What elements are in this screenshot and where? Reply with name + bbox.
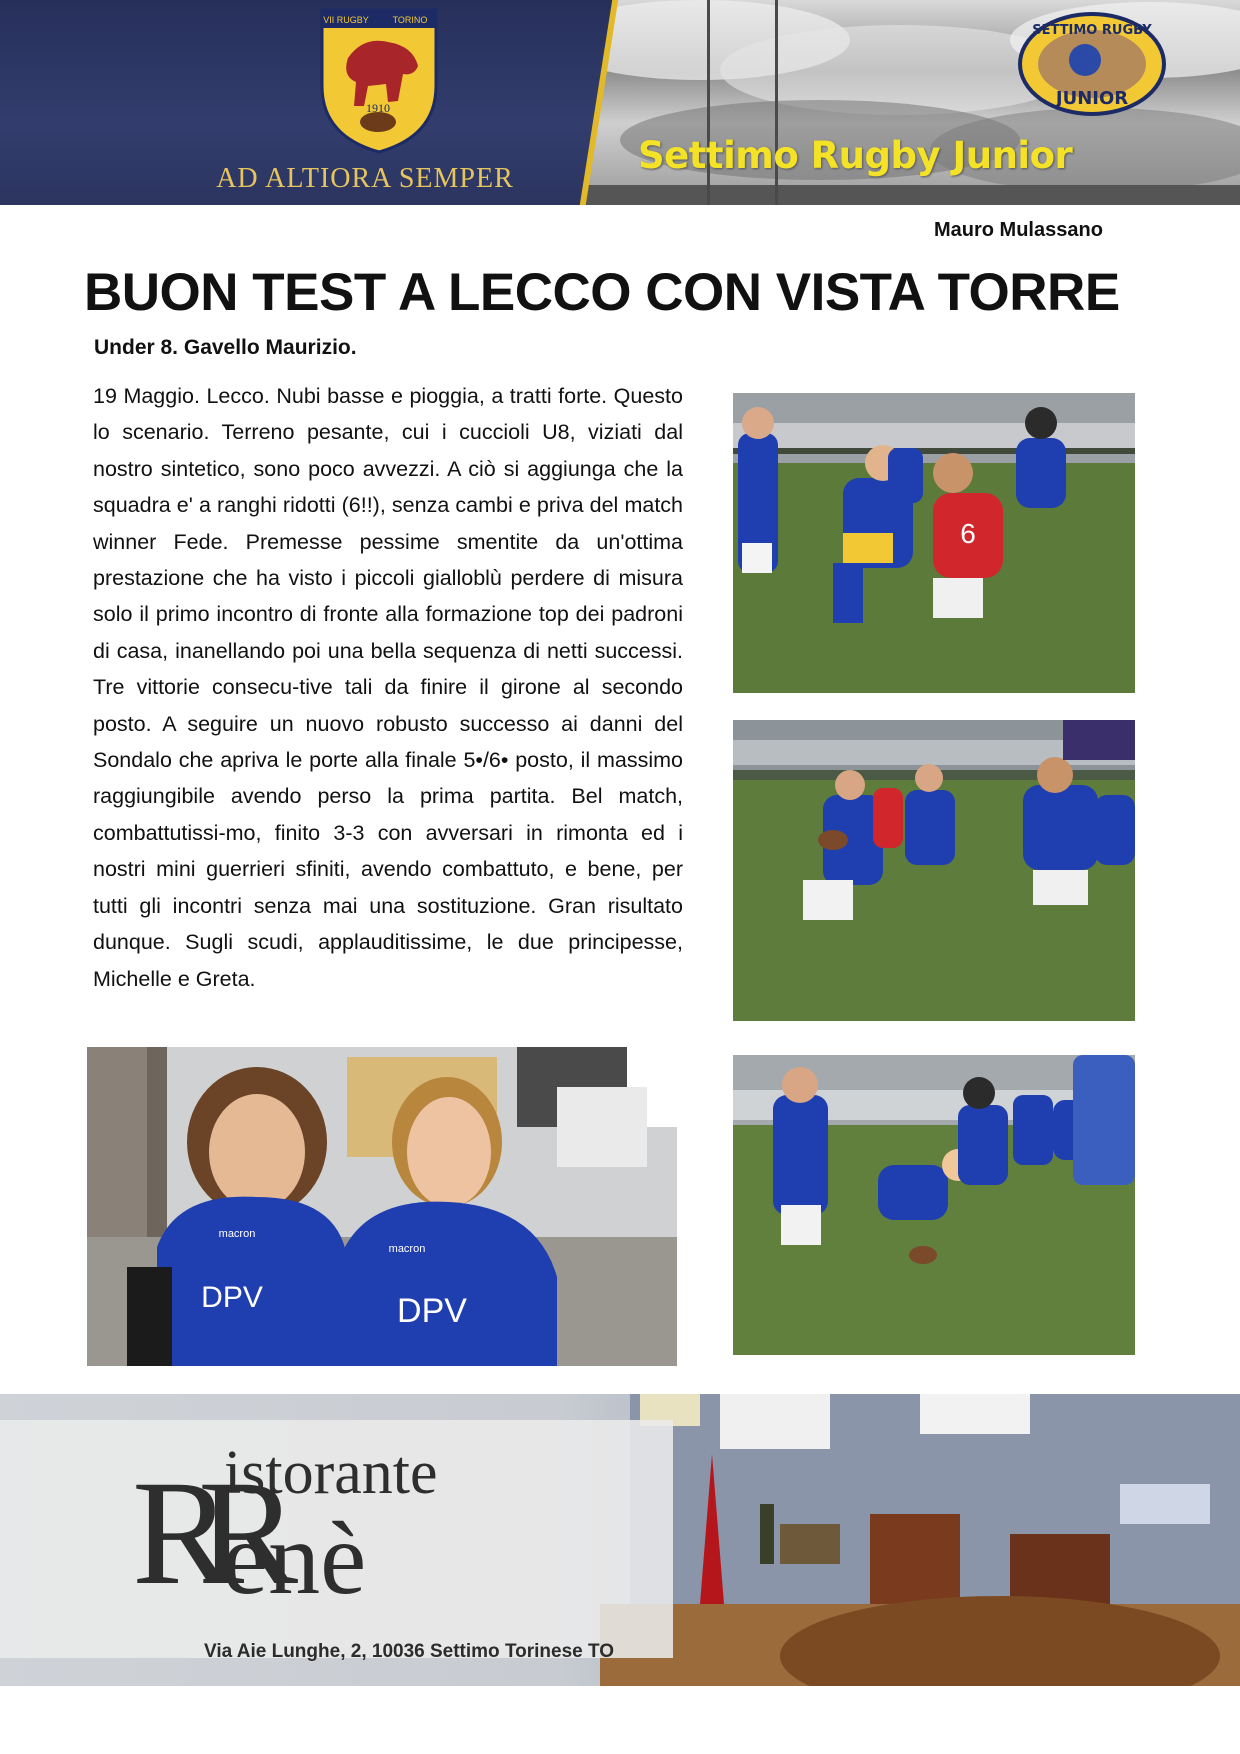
match-photo-3	[733, 1055, 1135, 1355]
crest-label-left: VII RUGBY	[323, 15, 369, 25]
page-title: BUON TEST A LECCO CON VISTA TORRE	[84, 263, 1120, 322]
jersey-brand-left: macron	[218, 1228, 256, 1240]
restaurant-advertisement	[0, 1394, 1240, 1686]
jersey-brand-right: macron	[388, 1243, 426, 1255]
club-crest-icon	[318, 6, 440, 156]
badge-text-bottom: JUNIOR	[1055, 88, 1129, 109]
jersey-sponsor-left: DPV	[201, 1281, 263, 1314]
badge-text-top: SETTIMO RUGBY	[1032, 23, 1152, 38]
restaurant-logo-word1: istorante	[224, 1439, 438, 1507]
author-name: Mauro Mulassano	[934, 219, 1103, 241]
crest-year: 1910	[366, 101, 390, 115]
brand-title: Settimo Rugby Junior	[638, 134, 1073, 177]
article-subhead: Under 8. Gavello Maurizio.	[94, 336, 357, 359]
jersey-number: 6	[960, 518, 976, 549]
players-portrait-photo	[87, 1047, 677, 1366]
jersey-sponsor-right: DPV	[397, 1292, 467, 1330]
restaurant-logo-word2: enè	[222, 1501, 367, 1616]
header-banner	[0, 0, 1240, 205]
club-motto: AD ALTIORA SEMPER	[216, 163, 514, 194]
restaurant-address: Via Aie Lunghe, 2, 10036 Settimo Torinese TO	[204, 1641, 615, 1662]
match-photo-2	[733, 720, 1135, 1021]
crest-label-right: TORINO	[392, 15, 428, 25]
match-photo-1	[733, 393, 1135, 693]
junior-badge-icon	[1017, 12, 1167, 117]
article-body: 19 Maggio. Lecco. Nubi basse e pioggia, a tratti forte. Questo lo scenario. Terreno pesante, cui i cuccioli U8, viziati dal nostro sintetico, sono poco avvezzi. A ciò si aggiunga che la squadra e' a ranghi ridotti (6!!), senza cambi e priva del match winner Fede. Premesse pessime smentite da un'ottima prestazione che ha visto i piccoli gialloblù perdere di misura solo il primo incontro di fronte alla formazione top dei padroni di casa, inanellando poi una bella sequenza di netti successi. Tre vittorie consecu-tive tali da finire il girone al secondo posto. A seguire un nuovo robusto successo ai danni del Sondalo che apriva le porte alla finale 5•/6• posto, il massimo raggiungibile avendo perso la prima partita. Bel match, combattutissi-mo, finito 3-3 con avversari in rimonta ed i nostri mini guerrieri sfiniti, avendo combattuto, e bene, per tutti gli incontri senza mai una sostituzione. Gran risultato dunque. Sugli scudi, applauditissime, le due principesse, Michelle e Greta.	[93, 384, 683, 991]
restaurant-logo-monogram: RR	[132, 1450, 265, 1616]
